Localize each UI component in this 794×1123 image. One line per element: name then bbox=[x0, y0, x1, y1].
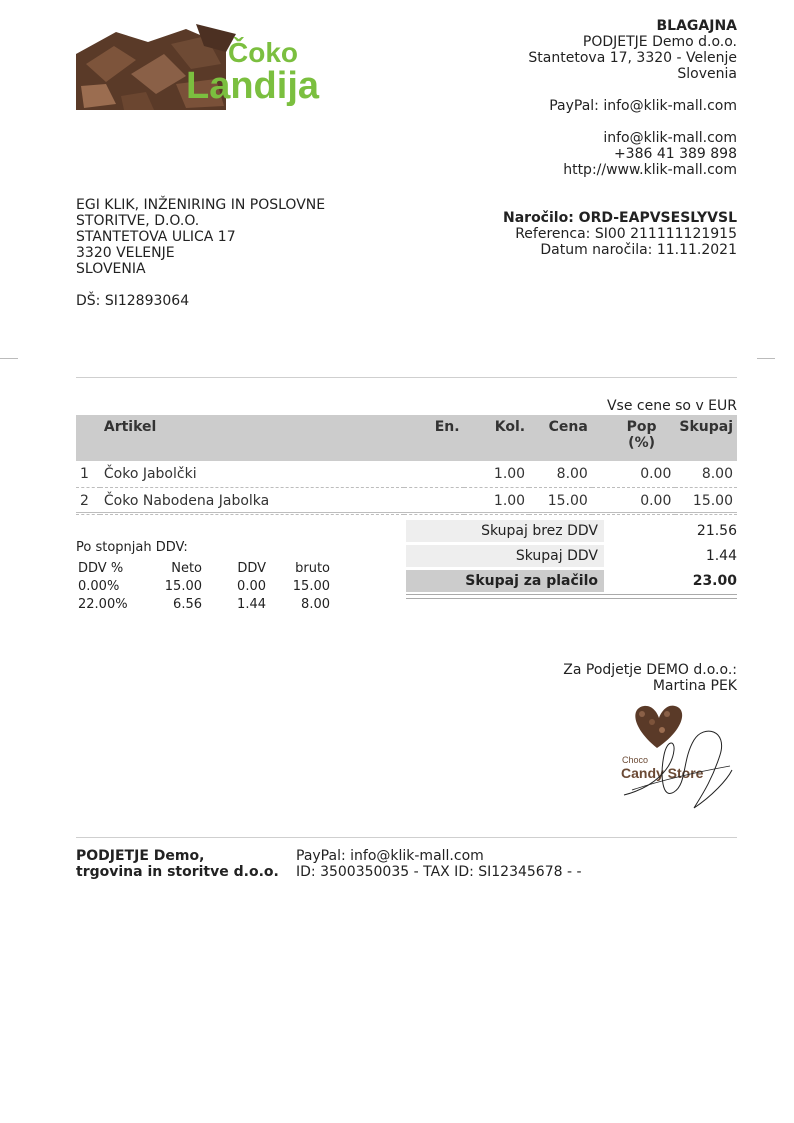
vat-col-vat: DDV bbox=[237, 560, 266, 576]
table-row bbox=[76, 461, 737, 488]
vat-net: 15.00 bbox=[164, 578, 202, 594]
table-row bbox=[76, 595, 332, 613]
signature-name: Martina PEK bbox=[652, 678, 737, 694]
total-grand-label: Skupaj za plačilo bbox=[406, 570, 604, 592]
logo-text-line2: Landija bbox=[186, 65, 320, 107]
footer-ids: ID: 3500350035 - TAX ID: SI12345678 - - bbox=[296, 864, 582, 880]
table-bottom-line bbox=[76, 512, 737, 513]
vat-gross: 15.00 bbox=[292, 578, 330, 594]
buyer-line: 3320 VELENJE bbox=[76, 245, 175, 261]
vat-rate: 22.00% bbox=[78, 596, 128, 612]
items-table bbox=[76, 415, 737, 515]
buyer-line: STORITVE, D.O.O. bbox=[76, 213, 200, 229]
company-paypal: PayPal: info@klik-mall.com bbox=[549, 98, 737, 114]
company-country: Slovenia bbox=[677, 66, 737, 82]
totals-block bbox=[406, 520, 737, 599]
row-item: Čoko Jabolčki bbox=[100, 461, 404, 488]
row-qty: 1.00 bbox=[464, 488, 530, 515]
row-total: 8.00 bbox=[675, 461, 737, 488]
totals-double-underline bbox=[406, 594, 737, 599]
row-total: 15.00 bbox=[675, 488, 737, 515]
col-no-header bbox=[76, 415, 100, 461]
row-discount: 0.00 bbox=[592, 488, 676, 515]
signature-block bbox=[563, 662, 737, 694]
company-website: http://www.klik-mall.com bbox=[563, 162, 737, 178]
company-legal-name: PODJETJE Demo d.o.o. bbox=[582, 34, 737, 50]
order-number: Naročilo: ORD-EAPVSESLYVSL bbox=[503, 210, 737, 226]
row-item: Čoko Nabodena Jabolka bbox=[100, 488, 404, 515]
stamp-big-text: Candy Store bbox=[621, 765, 704, 781]
col-price-header: Cena bbox=[529, 415, 592, 461]
company-name: BLAGAJNA bbox=[656, 18, 737, 34]
row-qty: 1.00 bbox=[464, 461, 530, 488]
currency-note: Vse cene so v EUR bbox=[606, 398, 737, 414]
heart-stamp-icon bbox=[612, 700, 742, 815]
footer-company bbox=[76, 848, 279, 880]
vat-amount: 1.44 bbox=[237, 596, 266, 612]
row-number: 1 bbox=[76, 461, 100, 488]
buyer-address bbox=[76, 197, 325, 309]
vat-col-net: Neto bbox=[171, 560, 202, 576]
stamp-small-text: Choco bbox=[622, 755, 649, 765]
col-qty-header: Kol. bbox=[464, 415, 530, 461]
table-row bbox=[76, 488, 737, 515]
signature-for-line: Za Podjetje DEMO d.o.o.: bbox=[563, 662, 737, 678]
row-unit bbox=[404, 488, 464, 515]
footer-separator bbox=[76, 837, 737, 838]
signature-stamp-image bbox=[612, 700, 742, 815]
footer-paypal: PayPal: info@klik-mall.com bbox=[296, 848, 484, 864]
buyer-line: EGI KLIK, INŽENIRING IN POSLOVNE bbox=[76, 197, 326, 213]
total-grand-value: 23.00 bbox=[692, 573, 737, 589]
buyer-line: SLOVENIA bbox=[76, 261, 146, 277]
vat-col-rate: DDV % bbox=[78, 560, 124, 576]
company-info bbox=[528, 18, 737, 178]
vat-net: 6.56 bbox=[173, 596, 202, 612]
row-price: 15.00 bbox=[529, 488, 592, 515]
vat-gross: 8.00 bbox=[301, 596, 330, 612]
chocolate-logo-image bbox=[76, 24, 328, 110]
vat-amount: 0.00 bbox=[237, 578, 266, 594]
total-net-label: Skupaj brez DDV bbox=[406, 520, 604, 542]
buyer-line: STANTETOVA ULICA 17 bbox=[76, 229, 236, 245]
col-unit-header: En. bbox=[404, 415, 464, 461]
row-number: 2 bbox=[76, 488, 100, 515]
order-date: Datum naročila: 11.11.2021 bbox=[540, 242, 737, 258]
total-net-row bbox=[406, 520, 737, 542]
vat-summary-title: Po stopnjah DDV: bbox=[76, 540, 188, 555]
order-info bbox=[503, 210, 737, 258]
footer-company-line2: trgovina in storitve d.o.o. bbox=[76, 864, 279, 880]
col-discount-header: Pop (%) bbox=[592, 415, 676, 461]
col-total-header: Skupaj bbox=[675, 415, 737, 461]
items-table-header bbox=[76, 415, 737, 461]
vat-rate: 0.00% bbox=[78, 578, 120, 594]
company-address: Stantetova 17, 3320 - Velenje bbox=[528, 50, 737, 66]
vat-summary-table bbox=[76, 559, 332, 613]
vat-header-row bbox=[76, 559, 332, 577]
fold-mark-left bbox=[0, 358, 18, 359]
total-vat-label: Skupaj DDV bbox=[406, 545, 604, 567]
company-phone: +386 41 389 898 bbox=[613, 146, 737, 162]
footer-company-line1: PODJETJE Demo, bbox=[76, 848, 205, 864]
total-vat-row bbox=[406, 545, 737, 567]
vat-col-gross: bruto bbox=[295, 560, 330, 576]
vat-summary bbox=[76, 540, 332, 613]
fold-mark-right bbox=[757, 358, 775, 359]
total-vat-value: 1.44 bbox=[705, 548, 737, 564]
buyer-vat-id: DŠ: SI12893064 bbox=[76, 293, 190, 309]
row-discount: 0.00 bbox=[592, 461, 676, 488]
logo-text-line1: Čoko bbox=[228, 37, 298, 68]
footer-details bbox=[296, 848, 582, 880]
company-email: info@klik-mall.com bbox=[603, 130, 737, 146]
order-reference: Referenca: SI00 211111121915 bbox=[515, 226, 737, 242]
row-unit bbox=[404, 461, 464, 488]
col-item-header: Artikel bbox=[100, 415, 404, 461]
company-logo bbox=[76, 24, 328, 110]
table-row bbox=[76, 577, 332, 595]
separator-line bbox=[76, 377, 737, 378]
total-net-value: 21.56 bbox=[696, 523, 737, 539]
total-grand-row bbox=[406, 570, 737, 592]
row-price: 8.00 bbox=[529, 461, 592, 488]
